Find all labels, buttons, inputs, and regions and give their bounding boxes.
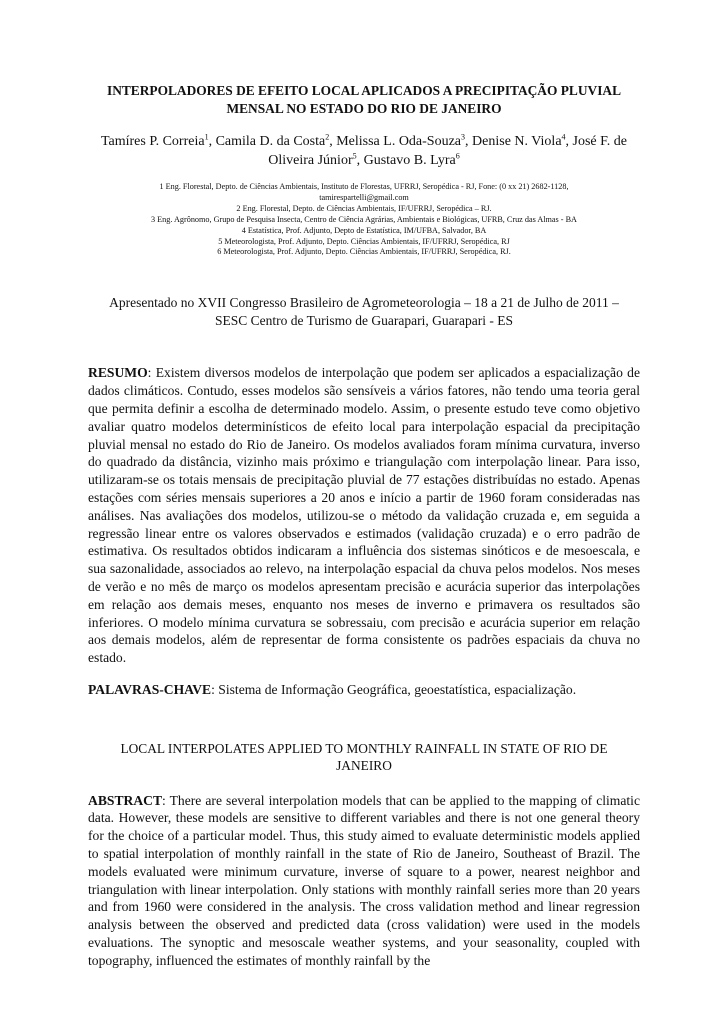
abstract-label: ABSTRACT bbox=[88, 792, 163, 808]
keywords-label: PALAVRAS-CHAVE bbox=[88, 681, 212, 697]
abstract-text: : There are several interpolation models that can be applied to the mapping of climatic data. However, these models are sensitive to different variables and there is not one general theory for the choice of a particular model. Thus, this study aimed to evaluate deterministic models applied to spatial interpolation of monthly rainfall in the state of Rio de Janeiro, Southeast of Brazil. The models evaluated were minimum curvature, inverse of square to a power, nearest neighbor and triangulation with linear interpolation. Only stations with monthly rainfall series more than 20 years and from 1960 were considered in the analysis. The cross validation method and linear regression analysis between the observed and predicted data (cross validation) were used in the models evaluations. The synoptic and mesoscale weather systems, and your seasonality, coupled with topography, influenced the estimates of monthly rainfall by the bbox=[88, 792, 640, 968]
presentation-note-line-1: Apresentado no XVII Congresso Brasileiro de Agrometeorologia – 18 a 21 de Julho de 2011 – bbox=[109, 295, 619, 311]
author-affiliation-number: 1 bbox=[204, 132, 209, 142]
author-name: Denise N. Viola bbox=[472, 134, 562, 149]
author-affiliation-number: 4 bbox=[561, 132, 566, 142]
affiliation-line: 6 Meteorologista, Prof. Adjunto, Depto. Ciências Ambientais, IF/UFRRJ, Seropédica, RJ. bbox=[217, 247, 511, 257]
affiliation-list bbox=[88, 182, 640, 258]
paper-title bbox=[88, 82, 640, 118]
english-title-line-1: LOCAL INTERPOLATES APPLIED TO MONTHLY RAINFALL IN STATE OF RIO DE bbox=[120, 740, 608, 756]
abstract-paragraph bbox=[88, 792, 640, 970]
affiliation-line: 2 Eng. Florestal, Depto. de Ciências Ambientais, IF/UFRRJ, Seropédica – RJ. bbox=[236, 203, 492, 213]
presentation-note bbox=[88, 294, 640, 330]
resumo-text: : Existem diversos modelos de interpolação que podem ser aplicados a espacialização de dados climáticos. Contudo, esses modelos são sensíveis a vários fatores, não tendo uma teoria geral que permita definir a escolha de determinado modelo. Assim, o presente estudo teve como objetivo avaliar quatro modelos determinísticos de efeito local para interpolação espacial da precipitação pluvial mensal no estado do Rio de Janeiro. Os modelos avaliados foram mínima curvatura, inverso do quadrado da distância, vizinho mais próximo e triangulação com interpolação linear. Para isso, utilizaram-se os totais mensais de precipitação pluvial de 77 estações distribuídas no estado. Apenas estações com séries mensais superiores a 20 anos e início a partir de 1960 foram consideradas nas análises. Nas avaliações dos modelos, utilizou-se o método da validação cruzada e, em seguida a regressão linear entre os valores observados e estimados (validação cruzada) e o erro padrão de estimativa. Os resultados obtidos indicaram a influência dos sistemas sinóticos e de mesoescala, e sua sazonalidade, associados ao relevo, na interpolação espacial da chuva pelos modelos. Nos meses de verão e no mês de março os modelos apresentam precisão e acurácia superior das interpolações em relação aos demais meses, enquanto nos meses de inverno e primavera os resultados são inferiores. O modelo mínima curvatura se sobressaiu, com precisão e acurácia superior em relação aos demais modelos, além de representar de forma consistente os padrões espaciais da chuva no estado. bbox=[88, 365, 640, 666]
author-list: Tamíres P. Correia$^1$, Camila D. da Costa$^2$, Melissa L. Oda-Souza$^3$, Denise N. Viola$^4$, José F. de Oliveira Júnior$^5$, Gustavo B. Lyra$^6$ bbox=[100, 132, 628, 168]
author-line-break-text: , José F. de bbox=[565, 134, 628, 149]
paper-title-line-1: INTERPOLADORES DE EFEITO LOCAL APLICADOS A PRECIPITAÇÃO PLUVIAL bbox=[106, 83, 622, 98]
author-affiliation-number: 3 bbox=[461, 132, 466, 142]
keywords-text: : Sistema de Informação Geográfica, geoestatística, espacialização. bbox=[211, 681, 577, 697]
author-affiliation-number: 2 bbox=[325, 132, 330, 142]
author-name: Camila D. da Costa bbox=[215, 134, 326, 149]
author-name: Tamíres P. Correia bbox=[100, 134, 205, 149]
english-title-line-2: JANEIRO bbox=[336, 758, 392, 774]
affiliation-line: 4 Estatística, Prof. Adjunto, Depto de Estatística, IM/UFBA, Salvador, BA bbox=[241, 225, 487, 235]
affiliation-line: 1 Eng. Florestal, Depto. de Ciências Ambientais, Instituto de Florestas, UFRRJ, Seropédica - RJ, Fone: (0 xx 21) 2682-1128, bbox=[159, 182, 569, 191]
author-name: Melissa L. Oda-Souza bbox=[336, 134, 462, 149]
resumo-paragraph bbox=[88, 364, 640, 667]
affiliation-line: 3 Eng. Agrônomo, Grupo de Pesquisa Insecta, Centro de Ciência Agrárias, Ambientais e Biológicas, UFRB, Cruz das Almas - BA bbox=[151, 214, 577, 224]
author-affiliation-number: 5 bbox=[352, 151, 357, 161]
resumo-label: RESUMO bbox=[88, 365, 148, 381]
keywords-paragraph bbox=[88, 681, 640, 699]
affiliation-email: tamirespartelli@gmail.com bbox=[319, 192, 409, 202]
paper-page bbox=[88, 82, 640, 970]
english-title bbox=[88, 740, 640, 775]
author-affiliation-number: 6 bbox=[455, 151, 460, 161]
author-name: Gustavo B. Lyra bbox=[363, 153, 456, 168]
affiliation-line: 5 Meteorologista, Prof. Adjunto, Depto. Ciências Ambientais, IF/UFRRJ, Seropédica, RJ bbox=[218, 236, 510, 246]
paper-title-line-2: MENSAL NO ESTADO DO RIO DE JANEIRO bbox=[226, 101, 502, 116]
presentation-note-line-2: SESC Centro de Turismo de Guarapari, Guarapari - ES bbox=[214, 313, 514, 329]
author-name: Oliveira Júnior bbox=[268, 153, 353, 168]
